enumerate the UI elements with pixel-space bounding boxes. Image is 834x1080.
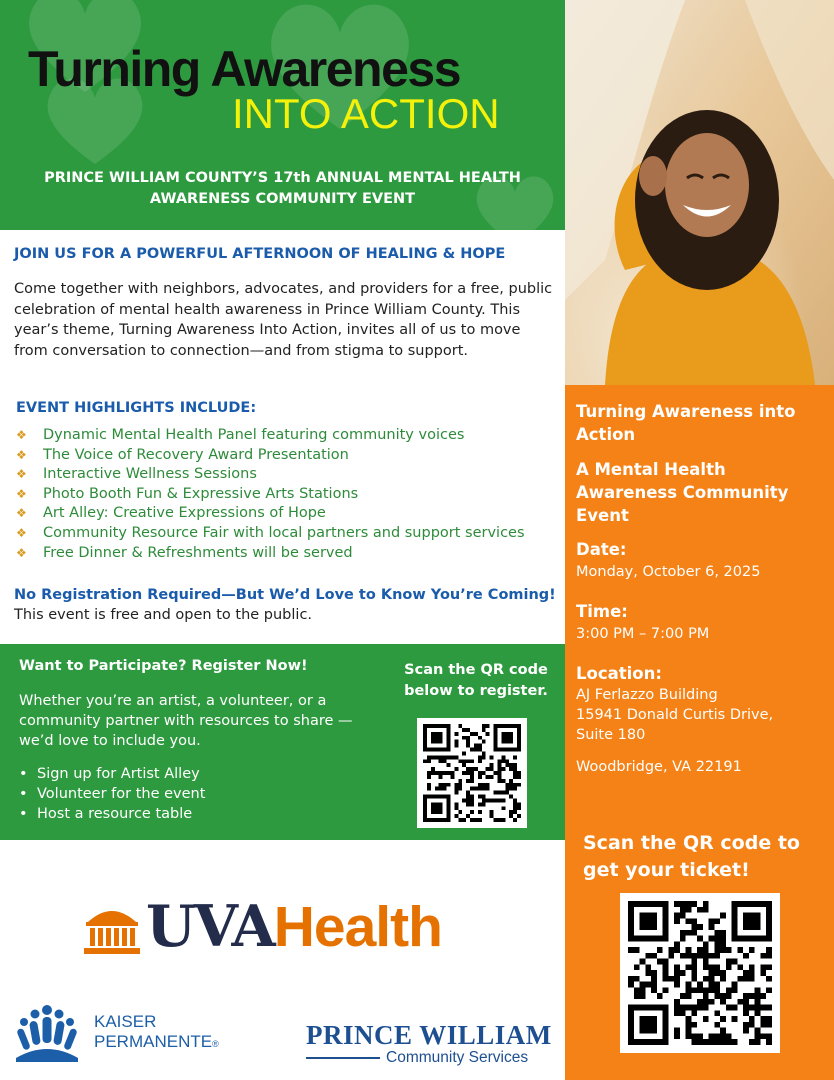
prince-william-community-services-logo <box>306 1020 552 1067</box>
event-subtitle: PRINCE WILLIAM COUNTY’S 17th ANNUAL MENTAL HEALTH AWARENESS COMMUNITY EVENT <box>44 170 521 207</box>
register-qr-code-icon[interactable] <box>417 718 527 828</box>
community-services-wordmark: Community Services <box>386 1049 529 1066</box>
location-line: AJ Ferlazzo Building <box>576 687 718 703</box>
list-item: ❖ Interactive Wellness Sessions <box>16 465 525 485</box>
header-banner <box>0 0 565 230</box>
event-details-sidebar <box>565 385 834 1080</box>
diamond-bullet-icon: ❖ <box>16 447 27 462</box>
time-label: Time: <box>576 602 628 621</box>
list-item: • Host a resource table <box>19 806 193 822</box>
highlights-list <box>16 426 525 563</box>
list-item: • Volunteer for the event <box>19 786 206 802</box>
rotunda-icon <box>84 898 140 956</box>
prince-william-wordmark: PRINCE WILLIAM <box>306 1020 552 1050</box>
kaiser-people-icon <box>14 1002 80 1064</box>
hero-photo <box>565 0 834 385</box>
ticket-qr-code-icon[interactable] <box>620 893 780 1053</box>
date-value: Monday, October 6, 2025 <box>576 564 761 580</box>
intro-paragraph: Come together with neighbors, advocates, and providers for a free, public celebration of mental health awareness in Prince William County. This year’s theme, Turning Awareness Into Action, invites all of us to move from conversation to connection—and from stigma to support. <box>14 281 553 359</box>
date-label: Date: <box>576 540 627 559</box>
bullet-icon: • <box>19 786 28 802</box>
diamond-bullet-icon: ❖ <box>16 545 27 560</box>
participate-list <box>19 764 205 824</box>
sidebar-event-title: Turning Awareness into Action <box>576 402 796 444</box>
bullet-icon: • <box>19 766 28 782</box>
diamond-bullet-icon: ❖ <box>16 428 27 442</box>
list-item: ❖ The Voice of Recovery Award Presentation <box>16 446 525 466</box>
highlights-heading: EVENT HIGHLIGHTS INCLUDE: <box>16 400 257 416</box>
list-item: ❖ Dynamic Mental Health Panel featuring community voices <box>16 426 525 446</box>
list-item: ❖ Community Resource Fair with local partners and support services <box>16 524 525 544</box>
list-item: ❖ Free Dinner & Refreshments will be served <box>16 544 525 564</box>
event-title: Turning Awareness <box>28 41 461 97</box>
free-event-note: This event is free and open to the public. <box>14 607 313 623</box>
list-item: • Sign up for Artist Alley <box>19 766 200 782</box>
list-item: ❖ Art Alley: Creative Expressions of Hope <box>16 504 525 524</box>
diamond-bullet-icon: ❖ <box>16 467 27 482</box>
participate-panel <box>0 644 565 840</box>
time-value: 3:00 PM – 7:00 PM <box>576 626 710 642</box>
list-item: ❖ Photo Booth Fun & Expressive Arts Stations <box>16 485 525 505</box>
participate-paragraph: Whether you’re an artist, a volunteer, or a community partner with resources to share — we’d love to include you. <box>19 693 353 749</box>
location-city: Woodbridge, VA 22191 <box>576 759 742 775</box>
uva-health-wordmark: UVAHealth <box>146 893 442 960</box>
location-line: Suite 180 <box>576 727 646 743</box>
participate-heading: Want to Participate? Register Now! <box>19 658 308 674</box>
divider <box>306 1057 380 1059</box>
location-label: Location: <box>576 664 662 683</box>
diamond-bullet-icon: ❖ <box>16 525 27 540</box>
intro-heading: JOIN US FOR A POWERFUL AFTERNOON OF HEALING & HOPE <box>14 246 506 262</box>
rsvp-note: No Registration Required—But We’d Love to Know You’re Coming! <box>14 587 556 603</box>
diamond-bullet-icon: ❖ <box>16 506 27 521</box>
diamond-bullet-icon: ❖ <box>16 486 27 501</box>
sidebar-event-subtitle: A Mental Health Awareness Community Event <box>576 460 789 525</box>
bullet-icon: • <box>19 806 28 822</box>
uva-health-logo <box>84 893 442 960</box>
event-title-accent: INTO ACTION <box>232 90 500 137</box>
location-line: 15941 Donald Curtis Drive, <box>576 707 774 723</box>
kaiser-wordmark: KAISER PERMANENTE® <box>94 1012 219 1051</box>
kaiser-permanente-logo <box>14 1002 219 1064</box>
ticket-qr-label: Scan the QR code to get your ticket! <box>583 832 800 881</box>
register-qr-label: Scan the QR code below to register. <box>404 662 548 699</box>
